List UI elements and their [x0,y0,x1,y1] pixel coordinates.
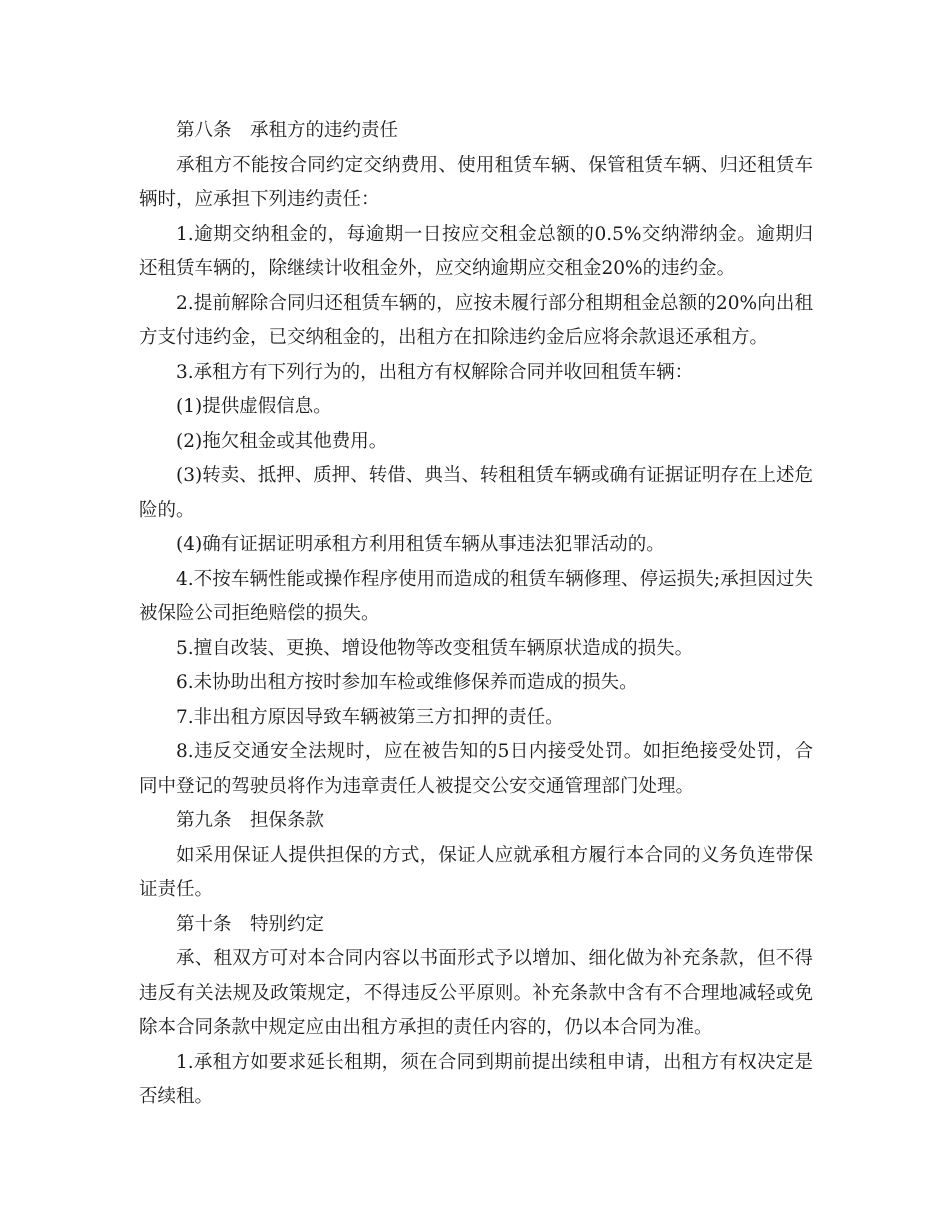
list-item: 3.承租方有下列行为的，出租方有权解除合同并收回租赁车辆： [176,361,694,383]
sub-list-item: (2)拖欠租金或其他费用。 [176,430,388,452]
article-heading-10: 第十条 特别约定 [176,913,325,935]
paragraph: 承租方不能按合同约定交纳费用、使用租赁车辆、保管租赁车辆、归还租赁车辆时，应承担下列违约责任： [139,154,813,210]
document-body [139,114,813,1115]
list-item: 8.违反交通安全法规时，应在被告知的5日内接受处罚。如拒绝接受处罚，合同中登记的驾驶员将作为违章责任人被提交公安交通管理部门处理。 [139,741,813,797]
sub-list-item: (4)确有证据证明承租方利用租赁车辆从事违法犯罪活动的。 [176,534,665,555]
list-item: 1.逾期交纳租金的，每逾期一日按应交租金总额的0.5%交纳滞纳金。逾期归还租赁车辆的，除继续计收租金外，应交纳逾期应交租金20%的违约金。 [139,223,813,279]
article-heading-8: 第八条 承租方的违约责任 [176,120,399,141]
sub-list-item: (3)转卖、抵押、质押、转借、典当、转租租赁车辆或确有证据证明存在上述危险的。 [139,465,813,521]
list-item: 6.未协助出租方按时参加车检或维修保养而造成的损失。 [176,672,638,693]
list-item: 2.提前解除合同归还租赁车辆的，应按未履行部分租期租金总额的20%向出租方支付违约金，已交纳租金的，出租方在扣除违约金后应将余款退还承租方。 [139,292,813,348]
list-item: 5.擅自改装、更换、增设他物等改变租赁车辆原状造成的损失。 [176,637,694,659]
paragraph: 如采用保证人提供担保的方式，保证人应就承租方履行本合同的义务负连带保证责任。 [139,844,813,900]
sub-list-item: (1)提供虚假信息。 [176,396,332,417]
list-item: 4.不按车辆性能或操作程序使用而造成的租赁车辆修理、停运损失;承担因过失被保险公司拒绝赔偿的损失。 [139,568,813,624]
paragraph: 承、租双方可对本合同内容以书面形式予以增加、细化做为补充条款，但不得违反有关法规及政策规定，不得违反公平原则。补充条款中含有不合理地减轻或免除本合同条款中规定应由出租方承担的责任内容的，仍以本合同为准。 [139,948,813,1038]
list-item: 7.非出租方原因导致车辆被第三方扣押的责任。 [176,706,564,728]
list-item: 1.承租方如要求延长租期，须在合同到期前提出续租申请，出租方有权决定是否续租。 [139,1051,813,1107]
article-heading-9: 第九条 担保条款 [176,810,325,831]
